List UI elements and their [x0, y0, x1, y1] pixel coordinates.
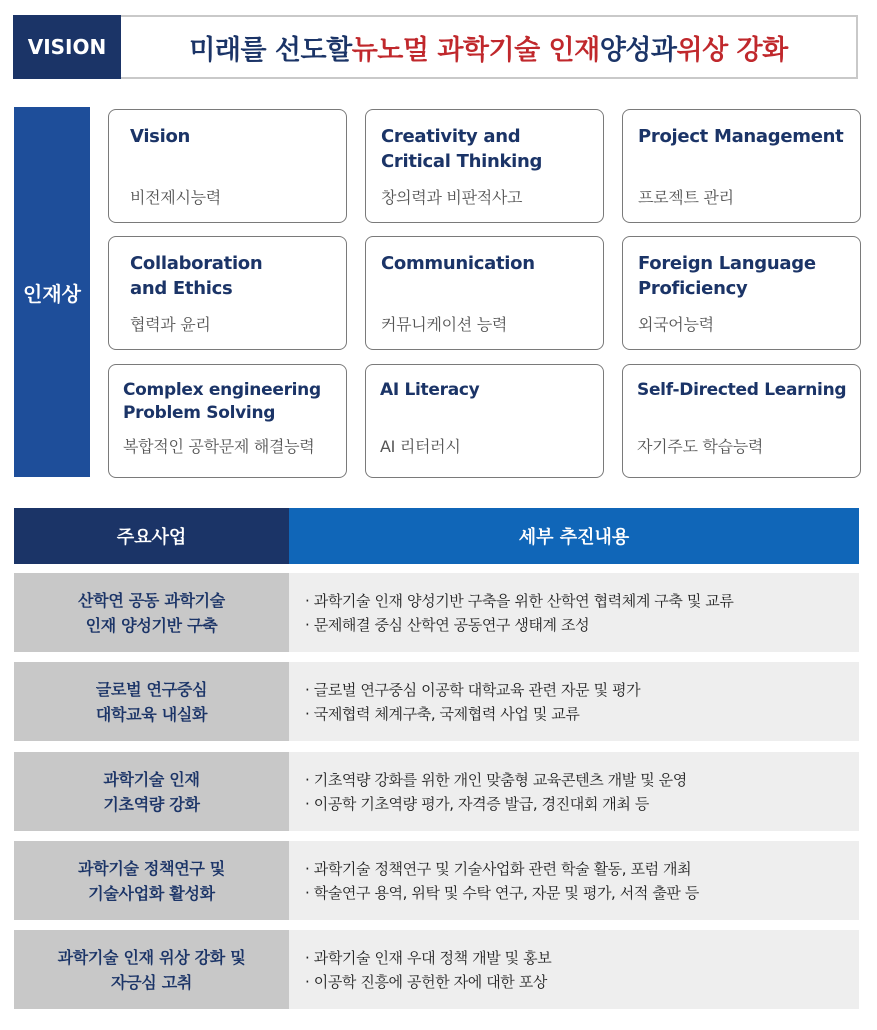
- talent-card: [365, 109, 604, 223]
- talent-card-title: Self-Directed Learning: [637, 380, 847, 400]
- talent-card: [622, 109, 861, 223]
- business-details: [289, 573, 859, 652]
- detail-item: · 과학기술 정책연구 및 기술사업화 관련 학술 활동, 포럼 개최: [305, 859, 692, 878]
- talent-card-title: Project Management: [638, 126, 844, 147]
- business-title-line: 기술사업화 활성화: [88, 883, 215, 903]
- business-title: [14, 841, 289, 920]
- talent-card-subtitle: AI 리터러시: [380, 437, 461, 456]
- table-row: [14, 841, 859, 920]
- talent-card-title: Creativity and Critical Thinking: [381, 126, 543, 172]
- talent-card-subtitle: 자기주도 학습능력: [637, 437, 764, 456]
- talent-card-title: Communication: [381, 253, 535, 274]
- talent-card: [365, 236, 604, 350]
- table-header-details: 세부 추진내용: [289, 508, 859, 564]
- talent-card-title: Collaboration and Ethics: [130, 253, 263, 299]
- talent-card-title: Foreign Language Proficiency: [638, 253, 816, 299]
- business-title-line: 글로벌 연구중심: [95, 679, 208, 699]
- talent-card-subtitle: 비전제시능력: [130, 188, 221, 207]
- talent-card-title: Vision: [130, 126, 191, 147]
- vision-segment: 양성과: [599, 34, 677, 66]
- talent-card-subtitle: 협력과 윤리: [130, 315, 211, 334]
- business-details: [289, 930, 859, 1009]
- talent-card: [365, 364, 604, 478]
- business-title-line: 기초역량 강화: [103, 794, 200, 814]
- talent-label: 인재상: [14, 107, 90, 477]
- table-row: [14, 930, 859, 1009]
- vision-banner: [13, 15, 858, 79]
- talent-card: [622, 236, 861, 350]
- business-details: [289, 662, 859, 741]
- detail-item: · 학술연구 용역, 위탁 및 수탁 연구, 자문 및 평가, 서적 출판 등: [305, 883, 699, 902]
- table-row: [14, 662, 859, 741]
- detail-item: · 과학기술 인재 양성기반 구축을 위한 산학연 협력체계 구축 및 교류: [305, 591, 734, 610]
- detail-item: · 국제협력 체계구축, 국제협력 사업 및 교류: [305, 704, 580, 723]
- detail-item: · 글로벌 연구중심 이공학 대학교육 관련 자문 및 평가: [305, 680, 641, 699]
- vision-segment-highlight: 뉴노멀 과학기술 인재: [351, 34, 600, 66]
- business-title-line: 자긍심 고취: [110, 972, 193, 992]
- business-title: [14, 662, 289, 741]
- talent-card-subtitle: 복합적인 공학문제 해결능력: [123, 437, 315, 456]
- talent-card-subtitle: 커뮤니케이션 능력: [381, 315, 508, 334]
- vision-segment-highlight: 위상 강화: [676, 34, 788, 66]
- talent-card: [108, 109, 347, 223]
- talent-card-subtitle: 창의력과 비판적사고: [381, 188, 523, 207]
- talent-card-title: AI Literacy: [380, 380, 480, 400]
- detail-item: · 이공학 기초역량 평가, 자격증 발급, 경진대회 개최 등: [305, 794, 649, 813]
- vision-segment: 미래를 선도할: [189, 34, 352, 66]
- business-title-line: 인재 양성기반 구축: [85, 615, 218, 635]
- talent-card-title: Complex engineering Problem Solving: [123, 380, 321, 423]
- detail-item: · 기초역량 강화를 위한 개인 맞춤형 교육콘텐츠 개발 및 운영: [305, 770, 687, 789]
- business-title: [14, 930, 289, 1009]
- business-details: [289, 752, 859, 831]
- table-row: [14, 752, 859, 831]
- detail-item: · 과학기술 인재 우대 정책 개발 및 홍보: [305, 948, 552, 967]
- business-title-line: 산학연 공동 과학기술: [78, 590, 225, 610]
- business-title-line: 과학기술 정책연구 및: [78, 858, 225, 878]
- business-title-line: 대학교육 내실화: [95, 704, 208, 724]
- table-header-main-business: 주요사업: [14, 508, 289, 564]
- talent-card-subtitle: 프로젝트 관리: [638, 188, 734, 207]
- business-title: [14, 573, 289, 652]
- vision-statement: [121, 17, 856, 77]
- talent-card: [108, 236, 347, 350]
- business-details: [289, 841, 859, 920]
- talent-card: [622, 364, 861, 478]
- business-title-line: 과학기술 인재: [103, 769, 200, 789]
- table-row: [14, 573, 859, 652]
- business-title-line: 과학기술 인재 위상 강화 및: [57, 947, 246, 967]
- detail-item: · 이공학 진흥에 공헌한 자에 대한 포상: [305, 972, 547, 991]
- detail-item: · 문제해결 중심 산학연 공동연구 생태계 조성: [305, 615, 590, 634]
- talent-card-subtitle: 외국어능력: [638, 315, 714, 334]
- talent-card: [108, 364, 347, 478]
- vision-tag: VISION: [13, 15, 121, 79]
- business-title: [14, 752, 289, 831]
